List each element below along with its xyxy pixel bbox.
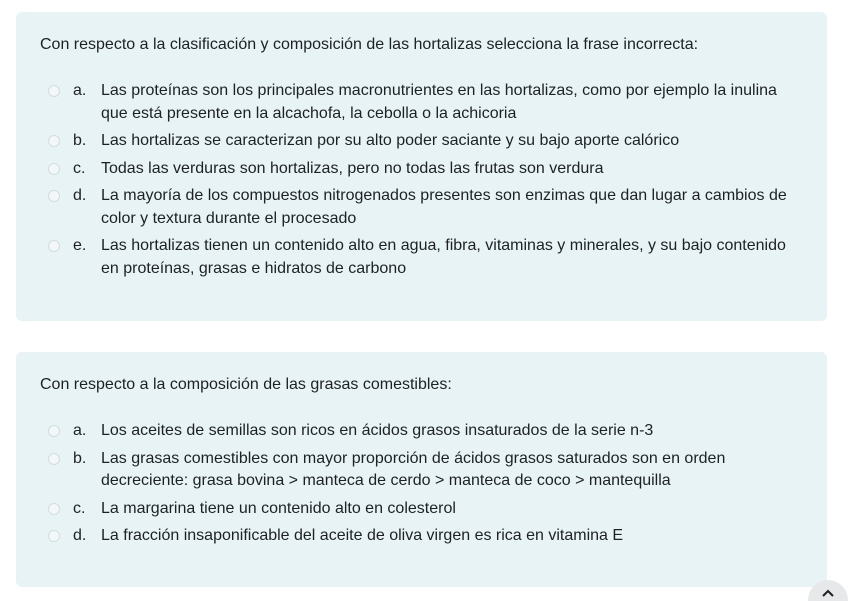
answer-list: [40, 420, 805, 548]
answer-letter: d.: [73, 527, 87, 544]
answer-option-b[interactable]: [40, 130, 805, 153]
radio-button[interactable]: [48, 163, 60, 175]
question-card-1: [16, 12, 827, 321]
answer-letter: a.: [73, 82, 87, 99]
answer-text[interactable]: La fracción insaponificable del aceite de oliva virgen es rica en vitamina E: [101, 527, 624, 544]
answer-letter: b.: [73, 449, 87, 467]
question-card-2: [16, 352, 827, 587]
answer-letter: e.: [73, 237, 87, 254]
answer-letter: a.: [73, 422, 87, 439]
arrow-up-icon: [822, 589, 834, 597]
radio-button[interactable]: [48, 240, 60, 252]
answer-list: [40, 80, 805, 280]
answer-text[interactable]: Todas las verduras son hortalizas, pero no todas las frutas son verdura: [101, 159, 604, 177]
answer-text[interactable]: Las proteínas son los principales macronutrientes en las hortalizas, como por ejemplo la inulina que está presente en la alcachofa, la cebolla o la achicoria: [101, 82, 777, 122]
radio-button[interactable]: [48, 453, 60, 465]
answer-text[interactable]: La mayoría de los compuestos nitrogenados presentes son enzimas que dan lugar a cambios de color y textura durante el procesado: [101, 187, 787, 227]
question-text: Con respecto a la composición de las grasas comestibles:: [40, 376, 452, 393]
answer-letter: d.: [73, 187, 87, 204]
answer-text[interactable]: Las hortalizas se caracterizan por su alto poder saciante y su bajo aporte calórico: [101, 132, 680, 149]
answer-option-c[interactable]: [40, 158, 805, 181]
answer-letter: c.: [73, 159, 86, 177]
answer-letter: b.: [73, 132, 87, 149]
answer-option-b[interactable]: [40, 448, 805, 493]
answer-option-a[interactable]: [40, 420, 805, 443]
answer-option-d[interactable]: [40, 185, 805, 230]
answer-option-a[interactable]: [40, 80, 805, 125]
radio-button[interactable]: [48, 503, 60, 515]
answer-text[interactable]: La margarina tiene un contenido alto en colesterol: [101, 499, 456, 517]
answer-text[interactable]: Las grasas comestibles con mayor proporción de ácidos grasos saturados son en orden decreciente: grasa bovina > manteca de cerdo > manteca de coco > mantequilla: [101, 449, 726, 489]
answer-option-c[interactable]: [40, 498, 805, 521]
answer-option-e[interactable]: [40, 235, 805, 280]
radio-button[interactable]: [48, 530, 60, 542]
question-text: Con respecto a la clasificación y composición de las hortalizas selecciona la frase incorrecta:: [40, 36, 699, 53]
answer-option-d[interactable]: [40, 525, 805, 548]
radio-button[interactable]: [48, 85, 60, 97]
radio-button[interactable]: [48, 135, 60, 147]
answer-text[interactable]: Los aceites de semillas son ricos en ácidos grasos insaturados de la serie n-3: [101, 422, 654, 439]
radio-button[interactable]: [48, 190, 60, 202]
answer-text[interactable]: Las hortalizas tienen un contenido alto en agua, fibra, vitaminas y minerales, y su bajo contenido en proteínas, grasas e hidratos de carbono: [101, 237, 786, 277]
radio-button[interactable]: [48, 425, 60, 437]
answer-letter: c.: [73, 499, 86, 517]
